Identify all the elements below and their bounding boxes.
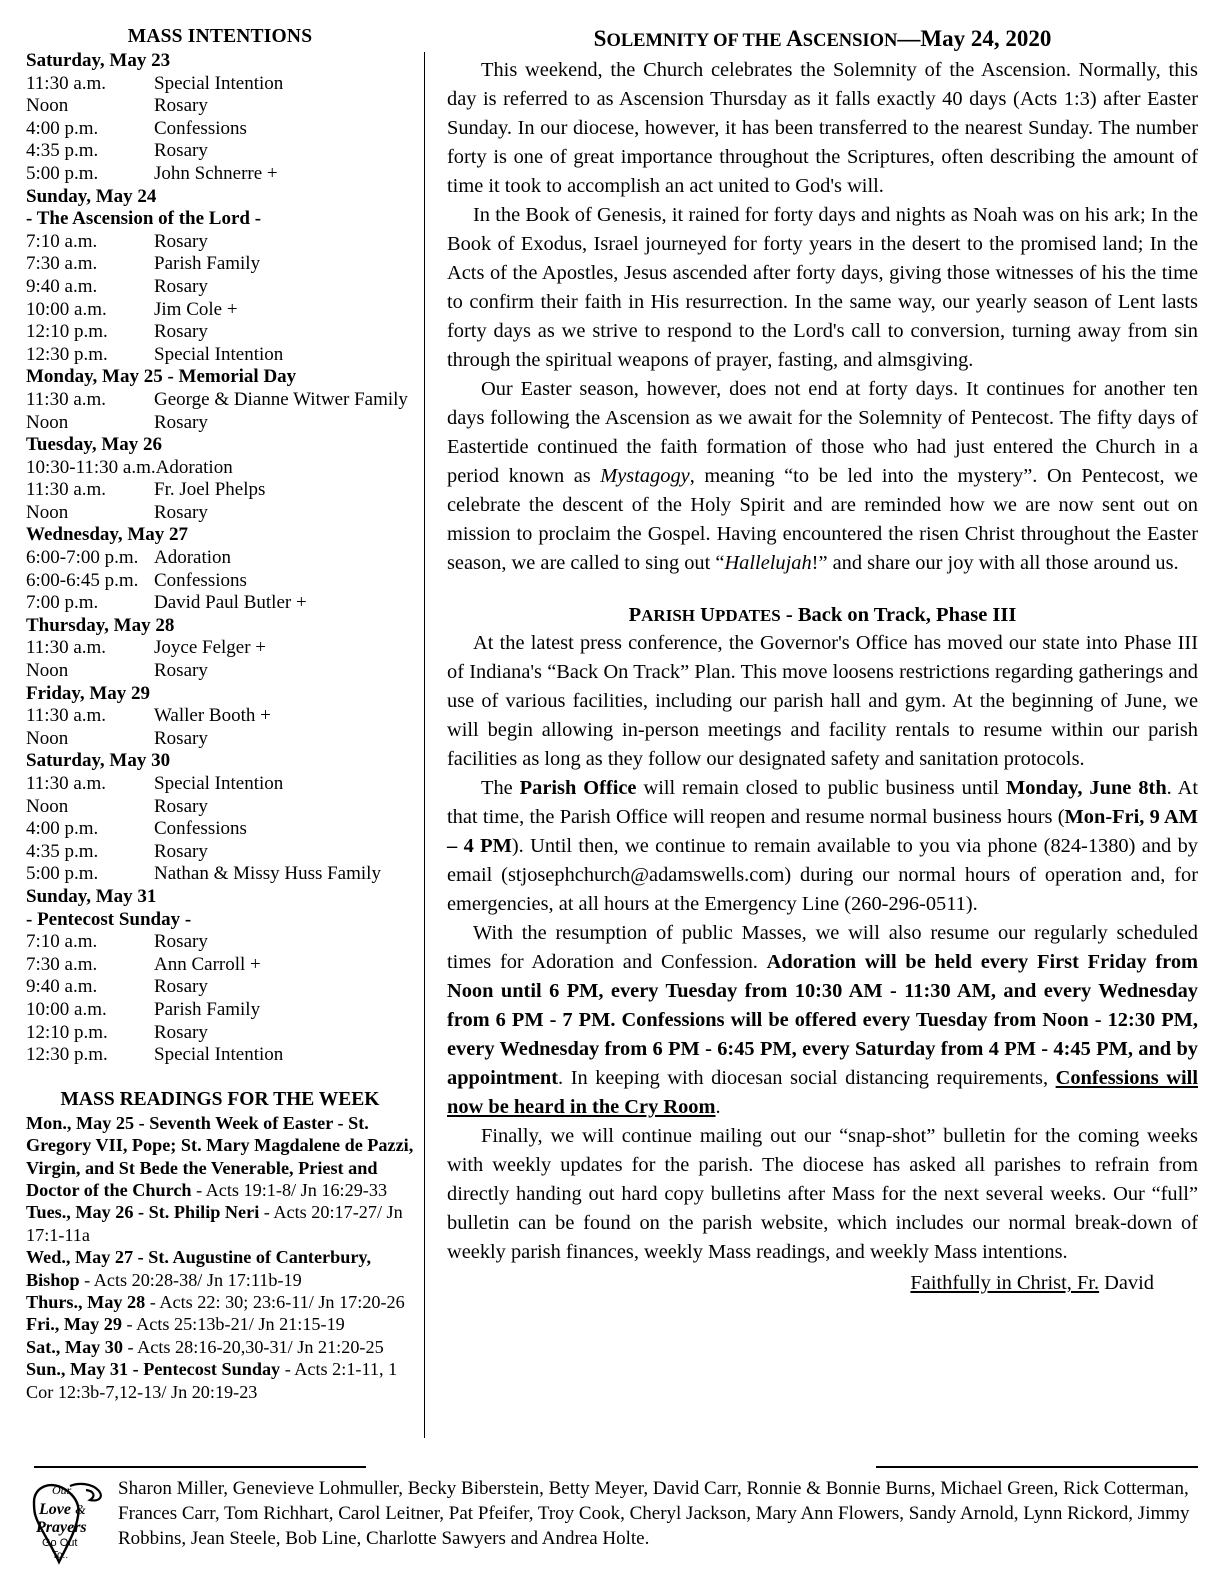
bold-office-hours: Mon-Fri, 9 AM – 4 PM — [447, 806, 1199, 857]
mass-intention-time: 12:10 p.m. — [26, 1021, 108, 1043]
mass-intentions-day-heading: Wednesday, May 27 — [26, 524, 189, 546]
mass-intention-row — [26, 931, 414, 954]
updates-cap-p: P — [628, 604, 642, 626]
mass-intentions-day-heading: Saturday, May 23 — [26, 50, 171, 71]
mass-reading-label: Fri., May 29 — [26, 1314, 122, 1335]
prayer-names-list: Sharon Miller, Genevieve Lohmuller, Becky Biberstein, Betty Meyer, David Carr, Ronnie & Bonnie Burns, Michael Green, Rick Cotterman, Frances Carr, Tom Richhart, Carol Leitner, Pat Pfeifer, Troy Cook, Cheryl Jackson, Mary Ann Flowers, Sandy Arnold, Lynn Rickord, Jimmy Robbins, Jean Steele, Bob Line, Charlotte Sawyers and Andrea Holte. — [118, 1478, 1190, 1549]
mass-intention-time: 11:30 a.m. — [26, 773, 107, 794]
mass-intentions-day-subtitle: - Pentecost Sunday - — [26, 908, 192, 930]
mass-intention-detail: Special Intention — [154, 1044, 284, 1066]
mass-readings-list — [26, 1112, 414, 1403]
mass-intention-row — [26, 479, 414, 502]
title-date: —May 24, 2020 — [897, 26, 1052, 51]
mass-intention-time: 10:00 a.m. — [26, 998, 107, 1020]
mass-intention-detail: Rosary — [154, 411, 208, 433]
paragraph-6-part-b: . In keeping with diocesan social distancing requirements, — [558, 1067, 1056, 1089]
mass-intention-detail: Rosary — [154, 660, 208, 682]
mass-intention-detail: Rosary — [154, 230, 208, 252]
paragraph-3-part-b: , meaning “to be led into the mystery”. On Pentecost, we celebrate the descent of the Holy Spirit and are reminded how we are now sent out on mission to proclaim the Gospel. Having encountered the risen Christ throughout the Easter season, we are called to sing out “ — [447, 465, 1198, 574]
mass-intention-detail: Rosary — [154, 840, 208, 862]
mass-intention-row — [26, 954, 414, 977]
mass-intention-time: 11:30 a.m. — [26, 388, 107, 410]
mass-intention-row — [26, 231, 414, 254]
mass-intention-row — [26, 412, 414, 435]
mass-intention-detail: Nathan & Missy Huss Family — [154, 863, 381, 885]
mass-reading-citation: - Acts 25:13b-21/ Jn 21:15-19 — [121, 1314, 345, 1335]
paragraph-2-text: In the Book of Genesis, it rained for forty days and nights as Noah was on his ark; In the Book of Exodus, Israel journeyed for forty years in the desert to the promised land; In the Acts of the Apostles, Jesus ascended after forty days, giving those witnesses of his the time to confirm their faith in His resurrection. In the same way, our yearly season of Lent lasts forty days as we strive to respond to the Lord's call to conversion, turning away from sin through the spiritual weapons of prayer, fasting, and almsgiving. — [447, 204, 1198, 371]
mass-intention-row — [26, 95, 414, 118]
mass-intention-row — [26, 1044, 414, 1067]
mass-intention-detail: Adoration — [155, 456, 233, 478]
mass-reading-citation: - Acts 28:16-20,30-31/ Jn 21:20-25 — [123, 1336, 384, 1357]
mass-intention-time: Noon — [26, 660, 69, 682]
mass-intention-time: 11:30 a.m. — [26, 479, 107, 501]
mass-intention-detail: Confessions — [154, 569, 247, 591]
mass-intention-detail: Rosary — [154, 727, 208, 749]
mass-intention-row — [26, 773, 414, 796]
mass-intention-time: 7:10 a.m. — [26, 230, 98, 252]
mass-intention-time: 4:00 p.m. — [26, 818, 99, 840]
paragraph-5-part-c: . At that time, the Parish Office will reopen and resume normal business hours ( — [447, 777, 1198, 828]
mass-intentions-list — [26, 50, 414, 1067]
mass-intentions-day-heading: Saturday, May 30 — [26, 750, 171, 772]
updates-heading-rest: - Back on Track, Phase III — [780, 604, 1017, 626]
bold-reopen-date: Monday, June 8th — [1005, 777, 1167, 799]
paragraph-5-part-a: The — [481, 777, 520, 799]
mass-intention-time: 10:30-11:30 a.m. — [26, 456, 156, 478]
mass-reading-label: Mon., May 25 - Seventh Week of Easter - St. Gregory VII, Pope; St. Mary Magdalene de Pazzi, Virgin, and St Bede the Venerable, Priest and Doctor of the Church — [26, 1112, 414, 1200]
mass-intention-detail: Rosary — [154, 321, 208, 343]
logo-text-our: Our — [52, 1483, 72, 1497]
mass-reading-entry — [26, 1246, 414, 1291]
bold-adoration-schedule: Adoration will be held every First Friday from Noon until 6 PM, every Tuesday from 10:30 AM - 11:30 AM, and every Wednesday from 6 PM - 7 PM. Confessions will be offered every Tuesday from Noon - 12:30 PM, every Wednesday from 6 PM - 6:45 PM, every Saturday from 4 PM - 4:45 PM, and by appointment — [447, 951, 1198, 1089]
mass-reading-entry — [26, 1358, 414, 1403]
mass-intention-detail: Rosary — [154, 140, 208, 162]
mass-intention-detail: Rosary — [154, 931, 208, 953]
mass-reading-label: Sun., May 31 - Pentecost Sunday — [26, 1359, 281, 1380]
mass-intention-row — [26, 863, 414, 886]
left-column — [26, 26, 424, 1403]
term-hallelujah: Hallelujah — [724, 552, 812, 574]
mass-reading-entry — [26, 1201, 414, 1246]
underlined-cry-room-notice: Confessions will now be heard in the Cry Room — [447, 1067, 1198, 1118]
mass-intention-row — [26, 818, 414, 841]
logo-text-amp: & — [75, 1503, 86, 1518]
mass-intention-row — [26, 73, 414, 96]
mass-intention-row — [26, 457, 414, 480]
mass-intentions-day-heading: Friday, May 29 — [26, 682, 151, 704]
mass-intention-row — [26, 796, 414, 819]
mass-intention-time: Noon — [26, 727, 69, 749]
mass-reading-entry — [26, 1291, 414, 1313]
logo-text-prayers: Prayers — [36, 1519, 87, 1536]
mass-intention-time: 7:30 a.m. — [26, 253, 98, 275]
mass-reading-label: Thurs., May 28 — [26, 1291, 146, 1312]
paragraph-3-part-a: Our Easter season, however, does not end at forty days. It continues for another ten days following the Ascension as we await for the Solemnity of Pentecost. The fifty days of Eastertide continued the faith formation of those who had just entered the Church in a period known as — [447, 378, 1198, 487]
mass-intention-time: 10:00 a.m. — [26, 298, 107, 320]
right-column — [437, 26, 1198, 1297]
mass-intention-row — [26, 299, 414, 322]
title-scension: SCENSION — [802, 31, 898, 51]
mass-intention-time: 11:30 a.m. — [26, 72, 107, 94]
paragraph-bulletin-mailing — [447, 1122, 1198, 1267]
paragraph-6-part-c: . — [715, 1096, 721, 1118]
mass-intention-row — [26, 976, 414, 999]
mass-intention-time: 12:30 p.m. — [26, 343, 108, 365]
logo-text-go-out: Go Out — [42, 1537, 78, 1549]
mass-intentions-day-heading: Monday, May 25 - Memorial Day — [26, 366, 297, 388]
mass-intention-detail: David Paul Butler + — [154, 592, 307, 614]
mass-intention-row — [26, 140, 414, 163]
mass-intention-row — [26, 163, 414, 186]
signature-underlined-part: Faithfully in Christ, Fr. — [910, 1272, 1100, 1294]
mass-intention-detail: Rosary — [154, 501, 208, 523]
paragraph-1-text: This weekend, the Church celebrates the Solemnity of the Ascension. Normally, this day is referred to as Ascension Thursday as it falls exactly 40 days (Acts 1:3) after Easter Sunday. In our diocese, however, it has been transferred to the nearest Sunday. The number forty is one of great importance throughout the Scriptures, often describing the amount of time it took to accomplish an act united to God's will. — [447, 59, 1198, 197]
page-title — [447, 26, 1198, 52]
mass-reading-entry — [26, 1112, 414, 1202]
mass-intention-detail: Parish Family — [154, 998, 261, 1020]
mass-intention-time: Noon — [26, 95, 69, 117]
mass-intention-time: 11:30 a.m. — [26, 705, 107, 727]
paragraph-ascension-intro — [447, 56, 1198, 201]
mass-intention-detail: Rosary — [154, 275, 208, 297]
mass-intention-row — [26, 547, 414, 570]
logo-text-love: Love — [39, 1501, 71, 1518]
title-cap-a: A — [786, 26, 803, 51]
mass-intention-row — [26, 502, 414, 525]
mass-intention-detail: Fr. Joel Phelps — [154, 479, 266, 501]
mass-intention-row — [26, 660, 414, 683]
paragraph-7-text: Finally, we will continue mailing out our “snap-shot” bulletin for the coming weeks with weekly updates for the parish. The diocese has asked all parishes to refrain from directly handing out hard copy bulletins after Mass for the next several weeks. Our “full” bulletin can be found on the parish website, which includes our normal break-down of weekly parish finances, weekly Mass readings, and weekly Mass intentions. — [447, 1125, 1198, 1263]
mass-intention-time: 12:30 p.m. — [26, 1044, 108, 1066]
mass-intention-detail: Rosary — [154, 795, 208, 817]
column-divider — [424, 52, 425, 1438]
mass-reading-label: Sat., May 30 — [26, 1336, 123, 1357]
updates-pdates: PDATES — [714, 606, 781, 625]
mass-intention-detail: Parish Family — [154, 253, 261, 275]
mass-intention-time: 7:10 a.m. — [26, 931, 98, 953]
mass-intention-detail: George & Dianne Witwer Family — [154, 388, 408, 410]
mass-intention-row — [26, 276, 414, 299]
mass-intentions-day-heading: Sunday, May 31 — [26, 885, 157, 907]
paragraph-adoration-confession — [447, 919, 1198, 1122]
mass-intention-detail: Special Intention — [154, 72, 284, 94]
mass-reading-citation: - Acts 19:1-8/ Jn 16:29-33 — [191, 1179, 388, 1200]
mass-intention-time: 9:40 a.m. — [26, 275, 98, 297]
mass-intention-detail: Special Intention — [154, 773, 284, 794]
mass-intention-detail: Rosary — [154, 1021, 208, 1043]
mass-intention-detail: Rosary — [154, 976, 208, 998]
mass-intention-row — [26, 253, 414, 276]
mass-reading-citation: - Acts 22: 30; 23:6-11/ Jn 17:20-26 — [145, 1291, 405, 1312]
mass-intention-time: 5:00 p.m. — [26, 863, 99, 885]
mass-intention-time: 5:00 p.m. — [26, 162, 99, 184]
pastor-signature — [447, 1269, 1198, 1297]
mass-intention-time: 4:00 p.m. — [26, 117, 99, 139]
mass-intention-row — [26, 321, 414, 344]
mass-intention-detail: Jim Cole + — [154, 298, 238, 320]
logo-text-to: To.. — [52, 1550, 69, 1561]
mass-reading-entry — [26, 1313, 414, 1335]
mass-intentions-day-subtitle: - The Ascension of the Lord - — [26, 208, 262, 230]
two-column-layout — [26, 26, 1198, 1438]
parish-updates-heading — [447, 604, 1198, 627]
mass-intention-time: 4:35 p.m. — [26, 840, 99, 862]
paragraph-3-part-c: !” and share our joy with all those around us. — [811, 552, 1179, 574]
mass-intention-detail: Ann Carroll + — [154, 953, 261, 975]
mass-intention-row — [26, 570, 414, 593]
mass-reading-citation: - Acts 20:17-27/ Jn 17:1-11a — [26, 1202, 403, 1245]
mass-intention-time: 11:30 a.m. — [26, 637, 107, 659]
mass-intention-detail: John Schnerre + — [154, 162, 278, 184]
updates-cap-u: U — [695, 604, 715, 626]
mass-intention-row — [26, 344, 414, 367]
mass-intention-time: Noon — [26, 795, 69, 817]
paragraph-6-part-a: With the resumption of public Masses, we will also resume our regularly scheduled times for Adoration and Confession. — [447, 922, 1198, 973]
mass-intention-time: 7:00 p.m. — [26, 592, 99, 614]
paragraph-4-text: At the latest press conference, the Governor's Office has moved our state into Phase III of Indiana's “Back On Track” Plan. This move loosens restrictions regarding gatherings and use of various facilities, including our parish hall and gym. At the beginning of June, we will begin allowing in-person meetings and facility rentals to resume within our parish facilities as long as they follow our designated safety and sanitation protocols. — [447, 632, 1198, 770]
mass-readings-heading: MASS READINGS FOR THE WEEK — [60, 1088, 380, 1110]
mass-intention-row — [26, 1022, 414, 1045]
mass-reading-citation: - Acts 20:28-38/ Jn 17:11b-19 — [79, 1269, 302, 1290]
mass-intentions-day-heading: Thursday, May 28 — [26, 614, 175, 636]
mass-intention-detail: Adoration — [154, 547, 232, 569]
mass-intention-detail: Special Intention — [154, 343, 284, 365]
mass-intention-row — [26, 118, 414, 141]
mass-intentions-day-heading: Tuesday, May 26 — [26, 434, 163, 456]
mass-intention-row — [26, 637, 414, 660]
prayer-list-footer — [26, 1458, 1198, 1576]
paragraph-easter-season — [447, 375, 1198, 578]
mass-reading-label: Tues., May 26 - St. Philip Neri — [26, 1202, 260, 1223]
bold-parish-office: Parish Office — [519, 777, 637, 799]
paragraph-phase-three — [447, 629, 1198, 774]
mass-reading-entry — [26, 1336, 414, 1358]
mass-intention-detail: Confessions — [154, 818, 247, 840]
heart-icon — [26, 1472, 116, 1568]
paragraph-5-part-b: will remain closed to public business until — [636, 777, 1006, 799]
mass-intention-time: 6:00-6:45 p.m. — [26, 569, 139, 591]
mass-intentions-day-heading: Sunday, May 24 — [26, 185, 157, 207]
mass-intention-detail: Waller Booth + — [154, 705, 271, 727]
mass-intention-row — [26, 592, 414, 615]
mass-intention-time: 6:00-7:00 p.m. — [26, 547, 139, 569]
signature-name: David — [1099, 1272, 1154, 1294]
title-of-the: OF THE — [708, 31, 787, 51]
mass-intention-time: 12:10 p.m. — [26, 321, 108, 343]
mass-intention-row — [26, 841, 414, 864]
footer-divider-gap — [366, 1464, 876, 1470]
love-and-prayers-logo — [26, 1472, 116, 1568]
mass-intention-time: 7:30 a.m. — [26, 953, 98, 975]
mass-intention-row — [26, 999, 414, 1022]
mass-intention-row — [26, 728, 414, 751]
mass-intention-detail: Confessions — [154, 117, 247, 139]
title-cap-s: S — [593, 26, 607, 51]
mass-intention-detail: Rosary — [154, 95, 208, 117]
mass-intention-row — [26, 705, 414, 728]
paragraph-5-part-d: ). Until then, we continue to remain available to you via phone (824-1380) and by email (stjosephchurch@adamswells.com) during our normal hours of operation and, for emergencies, at all hours at the Emergency Line (260-296-0511). — [447, 835, 1198, 915]
updates-arish: ARISH — [641, 606, 696, 625]
mass-intention-detail: Joyce Felger + — [154, 637, 267, 659]
mass-reading-citation: - Acts 2:1-11, 1 Cor 12:3b-7,12-13/ Jn 20:19-23 — [26, 1359, 398, 1402]
mass-reading-label: Wed., May 27 - St. Augustine of Canterbury, Bishop — [26, 1247, 372, 1290]
mass-intention-time: Noon — [26, 501, 69, 523]
term-mystagogy: Mystagogy — [600, 465, 690, 487]
mass-intention-time: 4:35 p.m. — [26, 140, 99, 162]
paragraph-forty-days — [447, 201, 1198, 375]
mass-intention-time: Noon — [26, 411, 69, 433]
mass-intention-row — [26, 389, 414, 412]
title-olemnity: OLEMNITY — [606, 31, 709, 51]
mass-intention-time: 9:40 a.m. — [26, 976, 98, 998]
paragraph-parish-office — [447, 774, 1198, 919]
mass-intentions-heading: MASS INTENTIONS — [127, 26, 313, 47]
